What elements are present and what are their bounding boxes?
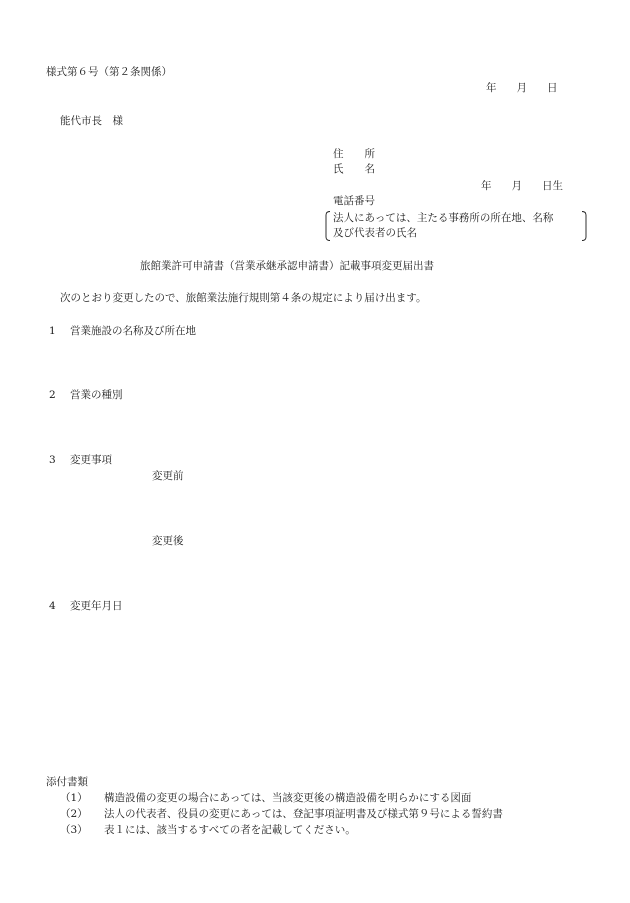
date-month-label: 月 <box>516 82 527 94</box>
section-4-number: 4 <box>49 600 56 612</box>
attachments-heading: 添付書類 <box>46 776 88 788</box>
corporate-note-bracket <box>329 211 583 241</box>
change-before-label: 変更前 <box>152 470 184 482</box>
address-label: 住 所 <box>333 148 375 160</box>
form-number: 様式第６号（第２条関係） <box>46 66 172 78</box>
section-2-label: 営業の種別 <box>70 389 123 401</box>
birth-year-label: 年 <box>481 180 492 192</box>
document-title: 旅館業許可申請書（営業承継承認申請書）記載事項変更届出書 <box>140 260 434 272</box>
attachment-item-2-number: （2） <box>60 808 88 820</box>
date-day-label: 日 <box>547 82 558 94</box>
name-label: 氏 名 <box>333 163 375 175</box>
section-1-number: 1 <box>49 325 56 337</box>
attachment-item-2-text: 法人の代表者、役員の変更にあっては、登記事項証明書及び様式第９号による誓約書 <box>104 808 503 820</box>
corporate-note-line1: 法人にあっては、主たる事務所の所在地、名称 <box>333 212 554 224</box>
attachment-item-1-text: 構造設備の変更の場合にあっては、当該変更後の構造設備を明らかにする図面 <box>104 792 472 804</box>
section-1-label: 営業施設の名称及び所在地 <box>70 325 196 337</box>
attachment-item-3-text: 表１には、該当するすべての者を記載してください。 <box>104 824 356 836</box>
change-after-label: 変更後 <box>152 535 184 547</box>
date-year-label: 年 <box>486 82 497 94</box>
birth-date <box>481 180 563 193</box>
right-bracket-icon <box>581 211 587 241</box>
corporate-note-line2: 及び代表者の氏名 <box>333 227 417 239</box>
birth-month-label: 月 <box>511 180 522 192</box>
phone-label: 電話番号 <box>333 195 375 207</box>
birth-day-label: 日生 <box>542 180 563 192</box>
left-bracket-icon <box>325 211 331 241</box>
section-2-number: 2 <box>49 389 56 401</box>
section-4-label: 変更年月日 <box>70 600 123 612</box>
attachment-item-3-number: （3） <box>60 824 88 836</box>
attachment-item-1-number: （1） <box>60 792 88 804</box>
section-3-number: 3 <box>49 454 56 466</box>
intro-text: 次のとおり変更したので、旅館業法施行規則第４条の規定により届け出ます。 <box>60 292 427 304</box>
submission-date <box>486 82 558 95</box>
section-3-label: 変更事項 <box>70 454 112 466</box>
addressee: 能代市長 様 <box>60 115 123 127</box>
